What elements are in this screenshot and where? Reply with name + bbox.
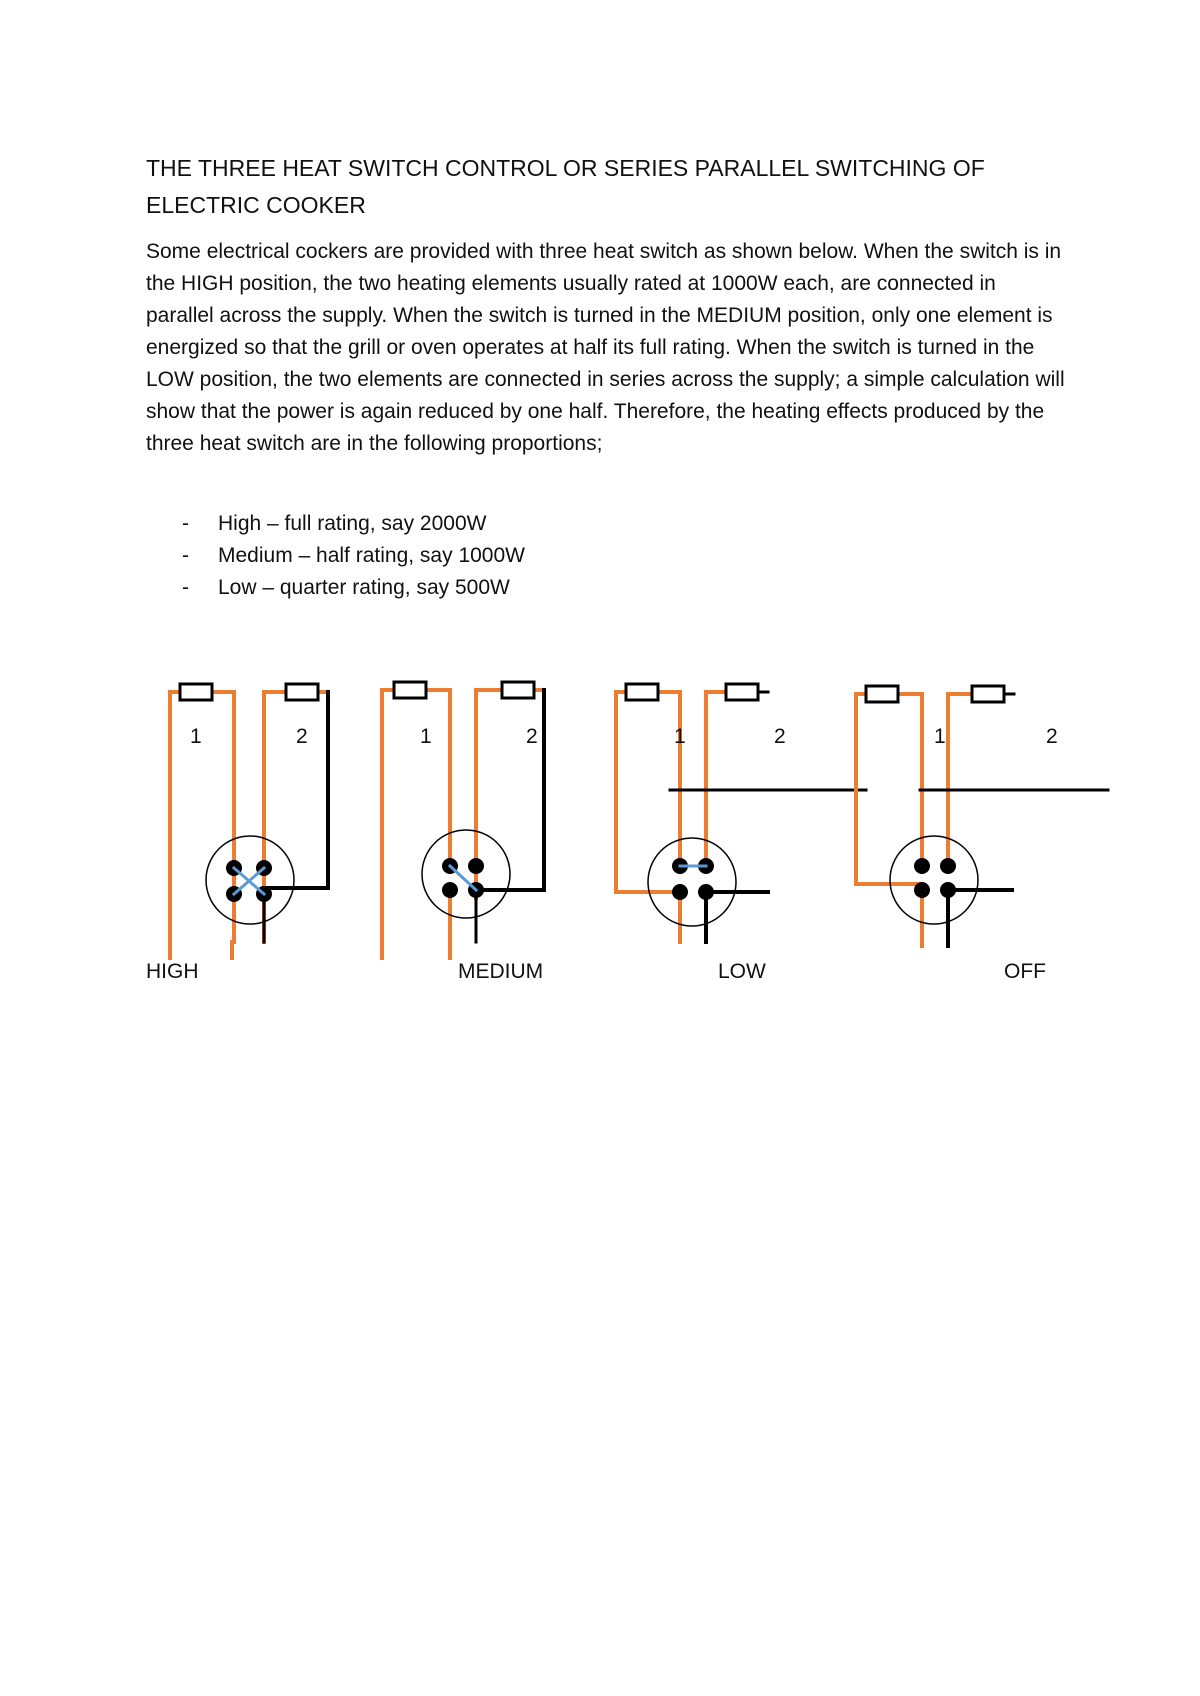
low-orange-wire <box>616 692 680 892</box>
high-black-wire <box>264 692 328 888</box>
document-title: THE THREE HEAT SWITCH CONTROL OR SERIES PARALLEL SWITCHING OF ELECTRIC COOKER <box>146 155 985 218</box>
list-item-text: Low – quarter rating, say 500W <box>218 576 510 599</box>
bullet-dash: - <box>182 576 189 599</box>
low-orange-wire-2 <box>706 692 726 866</box>
list-item <box>146 540 525 572</box>
element-resistor <box>180 684 212 700</box>
switch-contact <box>672 884 688 900</box>
caption-low: LOW <box>718 960 766 983</box>
switch-diagrams <box>0 660 1200 960</box>
element-label-1: 1 <box>934 725 946 748</box>
medium-diagram <box>382 682 544 960</box>
element-resistor <box>866 686 898 702</box>
switch-body <box>890 836 978 924</box>
caption-off: OFF <box>1004 960 1046 983</box>
low-black-wire <box>706 892 768 942</box>
proportions-list <box>146 508 525 604</box>
element-resistor <box>502 682 534 698</box>
element-label-1: 1 <box>674 725 686 748</box>
list-item-text: High – full rating, say 2000W <box>218 512 487 535</box>
high-diagram <box>170 684 328 960</box>
element-resistor <box>394 682 426 698</box>
list-item-text: Medium – half rating, say 1000W <box>218 544 525 567</box>
switch-body <box>422 830 510 918</box>
element-label-1: 1 <box>420 725 432 748</box>
element-resistor <box>626 684 658 700</box>
medium-orange-wire <box>382 690 450 960</box>
switch-contact <box>914 882 930 898</box>
bullet-dash: - <box>182 512 189 535</box>
caption-high: HIGH <box>146 960 199 983</box>
caption-medium: MEDIUM <box>458 960 544 983</box>
switch-contact <box>940 882 956 898</box>
bullet-dash: - <box>182 544 189 567</box>
high-orange-wire <box>170 692 234 960</box>
switch-contact <box>940 858 956 874</box>
element-label-2: 2 <box>774 725 786 748</box>
switch-contact <box>698 884 714 900</box>
intro-paragraph: Some electrical cockers are provided with three heat switch as shown below. When the switch is in the HIGH position, the two heating elements usually rated at 1000W each, are connected in parallel across the supply. When the switch is turned in the MEDIUM position, only one element is energized so that the grill or oven operates at half its full rating. When the switch is turned in the LOW position, the two elements are connected in series across the supply; a simple calculation will show that the power is again reduced by one half. Therefore, the heating effects produced by the three heat switch are in the following proportions; <box>146 240 1065 455</box>
low-diagram <box>616 684 866 942</box>
element-resistor <box>726 684 758 700</box>
element-label-2: 2 <box>526 725 538 748</box>
element-label-1: 1 <box>190 725 202 748</box>
element-resistor <box>286 684 318 700</box>
element-label-2: 2 <box>1046 725 1058 748</box>
element-label-2: 2 <box>296 725 308 748</box>
list-item <box>146 508 525 540</box>
off-diagram <box>856 686 1108 946</box>
element-resistor <box>972 686 1004 702</box>
switch-contact <box>914 858 930 874</box>
medium-black-wire <box>476 690 544 890</box>
switch-contact <box>442 882 458 898</box>
list-item <box>146 572 525 604</box>
switch-body <box>648 838 736 926</box>
switch-contact <box>468 858 484 874</box>
high-blue-link <box>234 868 264 894</box>
